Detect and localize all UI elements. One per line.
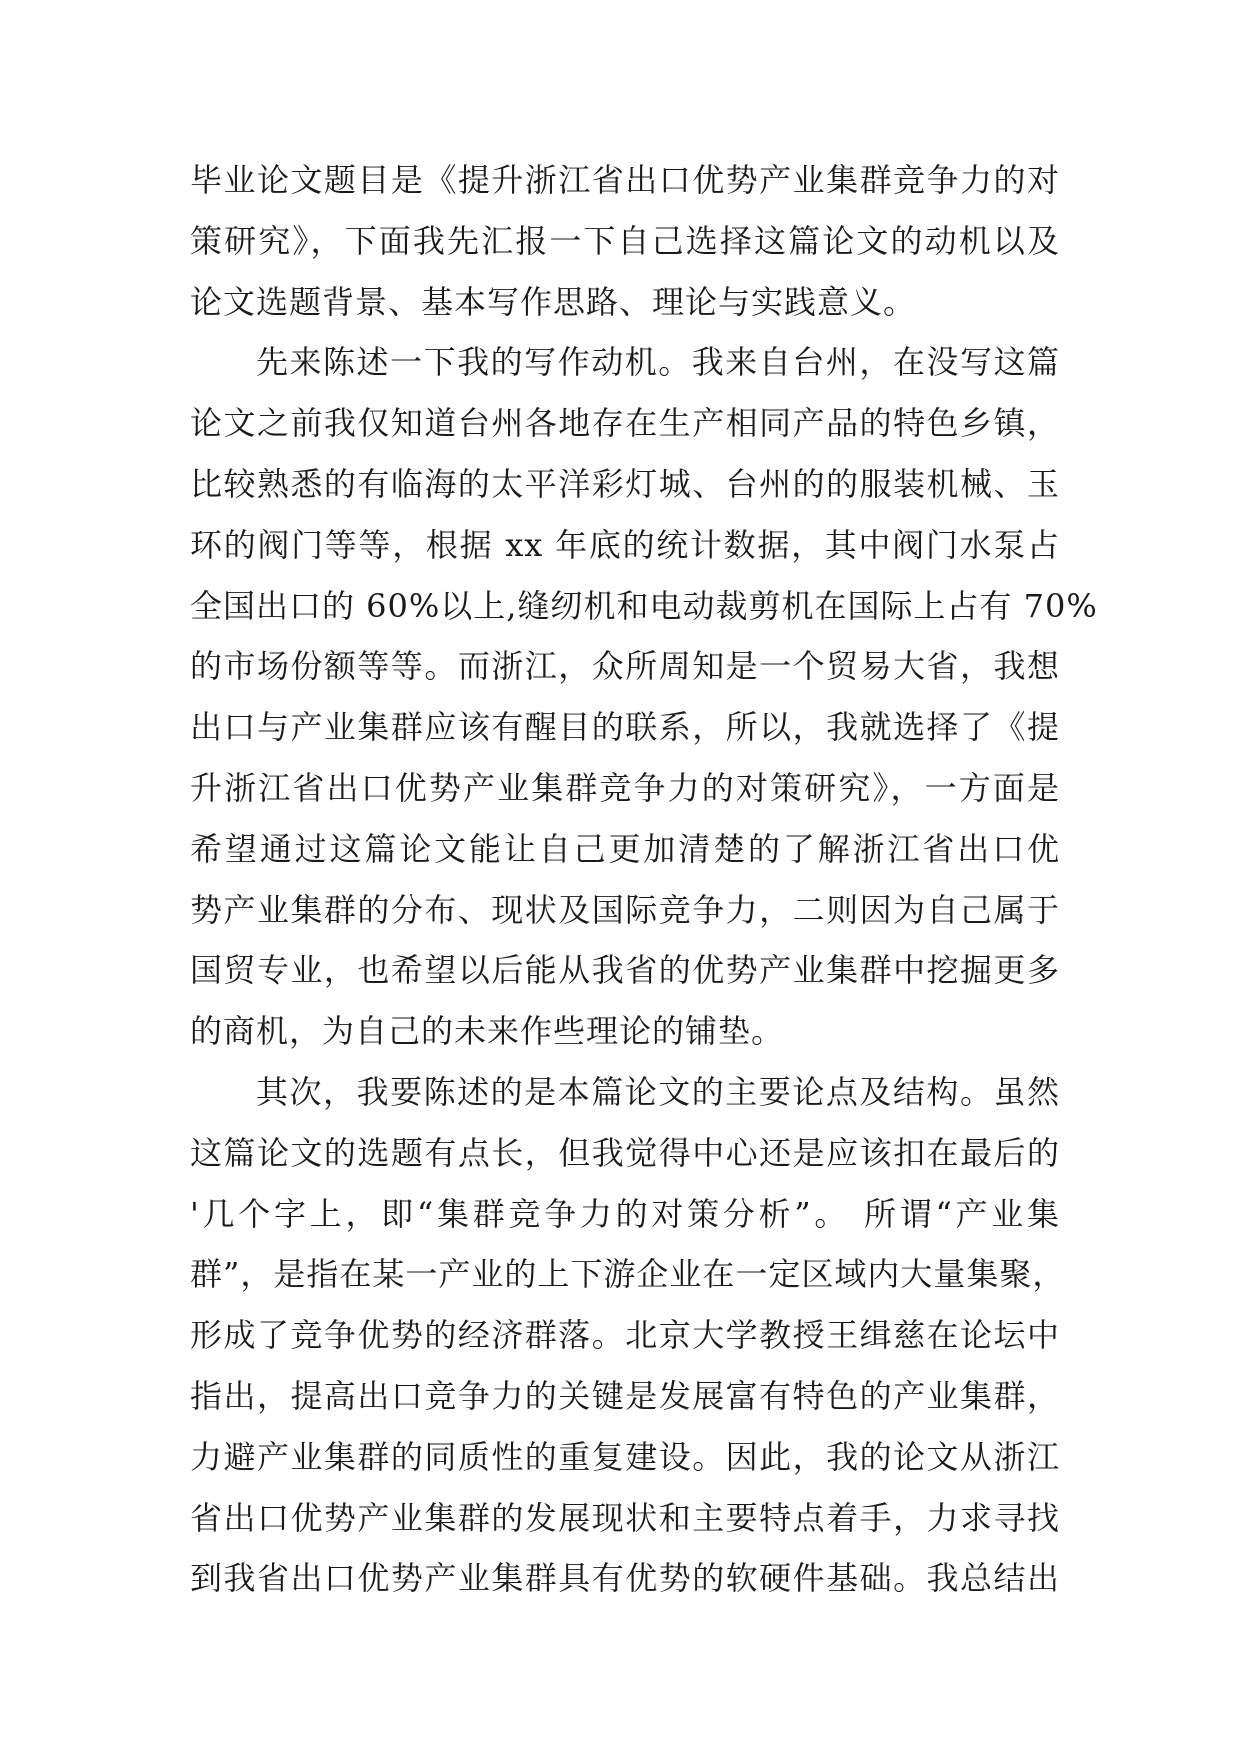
text-line: 升浙江省出口优势产业集群竞争力的对策研究》，一方面是 [190, 768, 1060, 807]
text-line: 国贸专业，也希望以后能从我省的优势产业集群中挖掘更多 [190, 951, 1060, 990]
text-line: 论文选题背景、基本写作思路、理论与实践意义。 [190, 282, 917, 321]
text-line: 论文之前我仅知道台州各地存在生产相同产品的特色乡镇， [190, 404, 1060, 443]
text-line: 势产业集群的分布、现状及国际竞争力，二则因为自己属于 [190, 890, 1060, 929]
text-line: 其次，我要陈述的是本篇论文的主要论点及结构。虽然 [256, 1072, 1060, 1111]
paragraph-1 [190, 150, 1060, 332]
text-line: 出口与产业集群应该有醒目的联系，所以，我就选择了《提 [190, 708, 1060, 747]
text-line: 到我省出口优势产业集群具有优势的软硬件基础。我总结出 [190, 1559, 1060, 1598]
text-line: 比较熟悉的有临海的太平洋彩灯城、台州的的服装机械、玉 [190, 464, 1060, 503]
text-line: 的市场份额等等。而浙江，众所周知是一个贸易大省，我想 [190, 647, 1060, 686]
paragraph-3 [190, 1062, 1066, 1609]
text-line: 先来陈述一下我的写作动机。我来自台州，在没写这篇 [256, 343, 1060, 382]
body-text [190, 150, 1098, 1609]
text-line: 的商机，为自己的未来作些理论的铺垫。 [190, 1012, 785, 1051]
text-line: 毕业论文题目是《提升浙江省出口优势产业集群竞争力的对 [190, 161, 1060, 199]
text-line: 指出，提高出口竞争力的关键是发展富有特色的产业集群， [190, 1376, 1060, 1415]
text-line: 形成了竞争优势的经济群落。北京大学教授王缉慈在论坛中 [190, 1316, 1060, 1355]
text-line: 环的阀门等等，根据 xx 年底的统计数据，其中阀门水泵占 [190, 525, 1060, 564]
text-line: 省出口优势产业集群的发展现状和主要特点着手，力求寻找 [190, 1498, 1060, 1537]
text-line: '几个字上，即“集群竞争力的对策分析”。 所谓“产业集 [190, 1194, 1060, 1233]
text-line: 希望通过这篇论文能让自己更加清楚的了解浙江省出口优 [190, 829, 1060, 868]
text-line: 全国出口的 60%以上,缝纫机和电动裁剪机在国际上占有 70% [190, 586, 1098, 625]
text-line: 群”，是指在某一产业的上下游企业在一定区域内大量集聚， [190, 1255, 1066, 1294]
text-line: 策研究》，下面我先汇报一下自己选择这篇论文的动机以及 [190, 221, 1060, 260]
text-line: 力避产业集群的同质性的重复建设。因此，我的论文从浙江 [190, 1437, 1060, 1476]
text-line: 这篇论文的选题有点长，但我觉得中心还是应该扣在最后的 [190, 1133, 1060, 1172]
paragraph-2 [190, 332, 1098, 1062]
